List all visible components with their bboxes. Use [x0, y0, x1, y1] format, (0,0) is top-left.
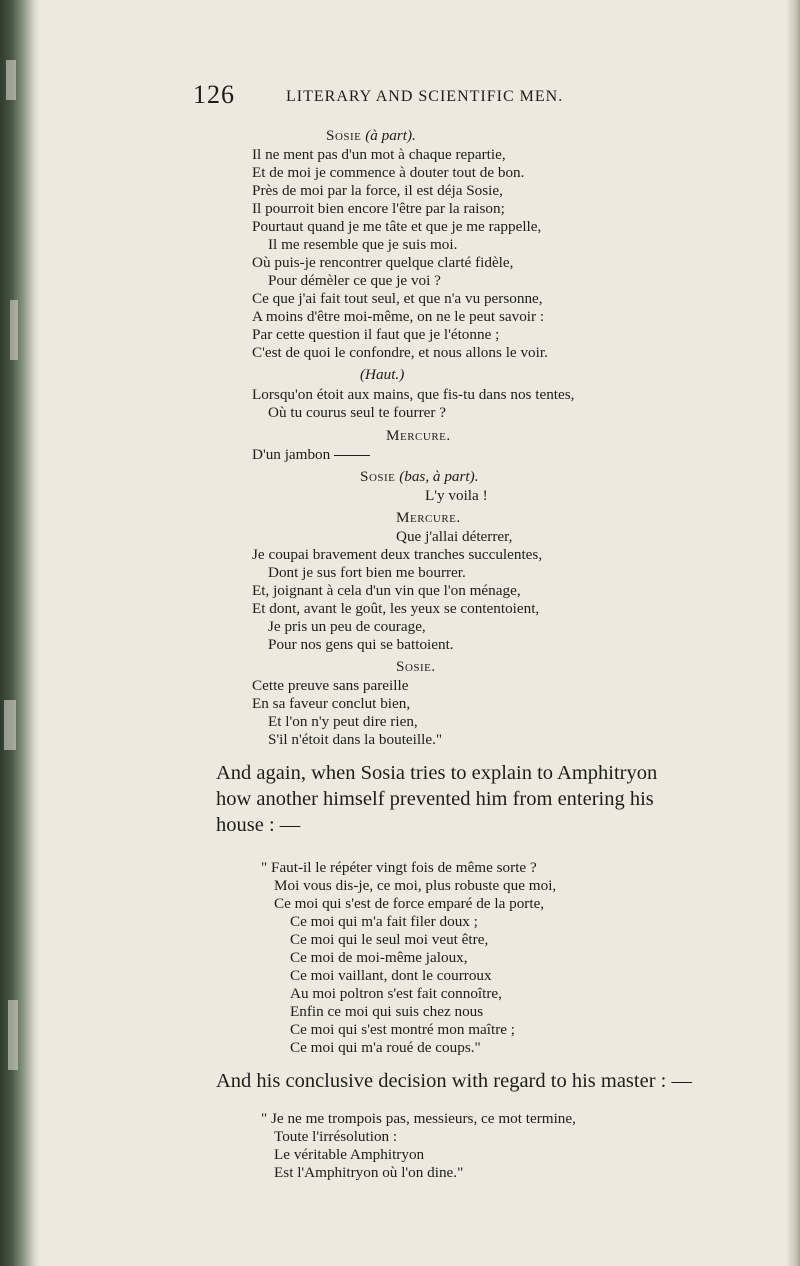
verse-line: " Faut-il le répéter vingt fois de même sorte ? — [261, 859, 537, 876]
verse-line: Je coupai bravement deux tranches succulentes, — [252, 546, 543, 563]
verse-line: Pour nos gens qui se battoient. — [268, 636, 454, 653]
verse-line: C'est de quoi le confondre, et nous allons le voir. — [252, 344, 548, 361]
verse-line: Que j'allai déterrer, — [396, 528, 513, 545]
verse-line: Ce moi qui le seul moi veut être, — [290, 931, 489, 948]
verse-line: Il pourroit bien encore l'être par la raison; — [252, 200, 505, 217]
verse-line: Ce moi de moi-même jaloux, — [290, 949, 468, 966]
speaker-name: Sosie — [360, 468, 396, 485]
verse-line: Il ne ment pas d'un mot à chaque repartie, — [252, 146, 506, 163]
verse-line: Ce moi qui s'est montré mon maître ; — [290, 1021, 516, 1038]
stage-direction: (à part). — [365, 127, 416, 144]
prose-line: how another himself prevented him from entering his — [216, 788, 654, 810]
verse-line: Et, joignant à cela d'un vin que l'on ménage, — [252, 582, 521, 599]
verse-line: Ce moi qui m'a roué de coups." — [290, 1039, 481, 1056]
verse-line: Ce que j'ai fait tout seul, et que n'a vu personne, — [252, 290, 543, 307]
verse-line: Et l'on n'y peut dire rien, — [268, 713, 418, 730]
page-number: 126 — [193, 80, 235, 109]
verse-line: Par cette question il faut que je l'étonne ; — [252, 326, 500, 343]
prose-line: And again, when Sosia tries to explain to Amphitryon — [216, 762, 658, 784]
speaker-name: Mercure. — [396, 509, 461, 526]
speaker-heading — [326, 127, 416, 145]
verse-line: Moi vous dis-je, ce moi, plus robuste que moi, — [274, 877, 557, 894]
prose-line: house : — — [216, 814, 301, 836]
verse-line: Toute l'irrésolution : — [274, 1128, 398, 1145]
verse-line: L'y voila ! — [425, 487, 488, 504]
verse-line: Je pris un peu de courage, — [268, 618, 426, 635]
verse-line: Enfin ce moi qui suis chez nous — [290, 1003, 484, 1020]
verse-line: Ce moi qui m'a fait filer doux ; — [290, 913, 478, 930]
verse-line: " Je ne me trompois pas, messieurs, ce mot termine, — [261, 1110, 576, 1127]
verse-line: Est l'Amphitryon où l'on dine." — [274, 1164, 464, 1181]
verse-line: Où puis-je rencontrer quelque clarté fidèle, — [252, 254, 514, 271]
verse-line: Au moi poltron s'est fait connoître, — [290, 985, 502, 1002]
verse-line: Et dont, avant le goût, les yeux se contentoient, — [252, 600, 540, 617]
verse-line: Pourtaut quand je me tâte et que je me rappelle, — [252, 218, 542, 235]
verse-line: Ce moi vaillant, dont le courroux — [290, 967, 492, 984]
verse-line: S'il n'étoit dans la bouteille." — [268, 731, 443, 748]
verse-line: Il me resemble que je suis moi. — [268, 236, 458, 253]
prose-line: And his conclusive decision with regard to his master : — — [216, 1070, 692, 1092]
stage-direction-haut: (Haut.) — [360, 366, 405, 383]
speaker-name: Sosie. — [396, 658, 436, 675]
verse-line: Et de moi je commence à douter tout de bon. — [252, 164, 525, 181]
stage-direction: (bas, à part). — [399, 468, 479, 485]
speaker-name: Mercure. — [386, 427, 451, 444]
verse-line: Dont je sus fort bien me bourrer. — [268, 564, 466, 581]
verse-line: En sa faveur conclut bien, — [252, 695, 411, 712]
verse-line: A moins d'être moi-même, on ne le peut savoir : — [252, 308, 545, 325]
running-title: LITERARY AND SCIENTIFIC MEN. — [286, 88, 564, 105]
verse-line: Où tu courus seul te fourrer ? — [268, 404, 446, 421]
verse-line: Lorsqu'on étoit aux mains, que fis-tu dans nos tentes, — [252, 386, 575, 403]
verse-line: Le véritable Amphitryon — [274, 1146, 425, 1163]
verse-line-text: D'un jambon — [252, 446, 331, 463]
verse-line: Près de moi par la force, il est déja Sosie, — [252, 182, 503, 199]
speaker-name: Sosie — [326, 127, 362, 144]
speaker-heading — [360, 468, 479, 486]
em-dash-rule — [334, 455, 370, 456]
verse-line: Cette preuve sans pareille — [252, 677, 409, 694]
verse-line: Pour démèler ce que je voi ? — [268, 272, 441, 289]
verse-line — [252, 446, 370, 464]
verse-line: Ce moi qui s'est de force emparé de la porte, — [274, 895, 545, 912]
